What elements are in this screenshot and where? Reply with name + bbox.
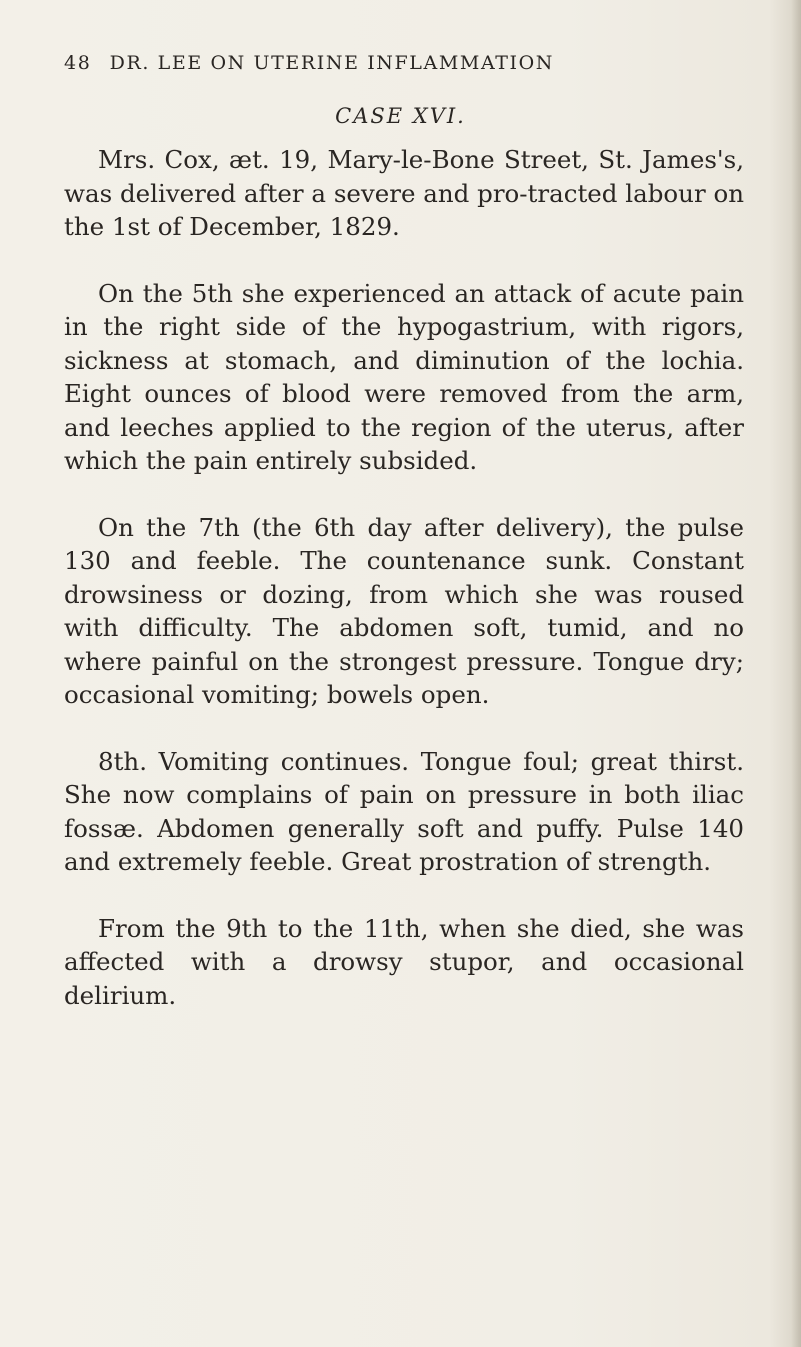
paragraph-5th-day: On the 5th she experienced an attack of acute pain in the right side of the hypogastrium, with rigors, sickness at stomach, and diminution of the lochia. Eight ounces of blood were removed from the arm, and leeches applied to the region of the uterus, after which the pain entirely subsided. [64, 278, 744, 475]
page-edge-shadow [791, 0, 801, 1347]
paragraph-7th-day: On the 7th (the 6th day after delivery), the pulse 130 and feeble. The countenance sunk. Constant drowsiness or dozing, from which she was roused with difficulty. The abdomen soft, tumid, and no where painful on the strongest pressure. Tongue dry; occasional vomiting; bowels open. [64, 512, 744, 709]
paragraph-8th-day: 8th. Vomiting continues. Tongue foul; great thirst. She now complains of pain on pressure in both iliac fossæ. Abdomen generally soft and puffy. Pulse 140 and extremely feeble. Great prostration of strength. [64, 746, 744, 876]
paragraph-case-intro: Mrs. Cox, æt. 19, Mary-le-Bone Street, St. James's, was delivered after a severe and pro-tracted labour on the 1st of December, 1829. [64, 145, 744, 241]
page-number: 48 [64, 52, 92, 74]
running-head-title: DR. LEE ON UTERINE INFLAMMATION [109, 52, 555, 74]
case-title: CASE XVI. [335, 104, 466, 128]
paragraph-9th-11th-day: From the 9th to the 11th, when she died, she was affected with a drowsy stupor, and occasional delirium. [64, 913, 744, 1010]
body-text [64, 143, 744, 1045]
running-head [64, 52, 744, 78]
